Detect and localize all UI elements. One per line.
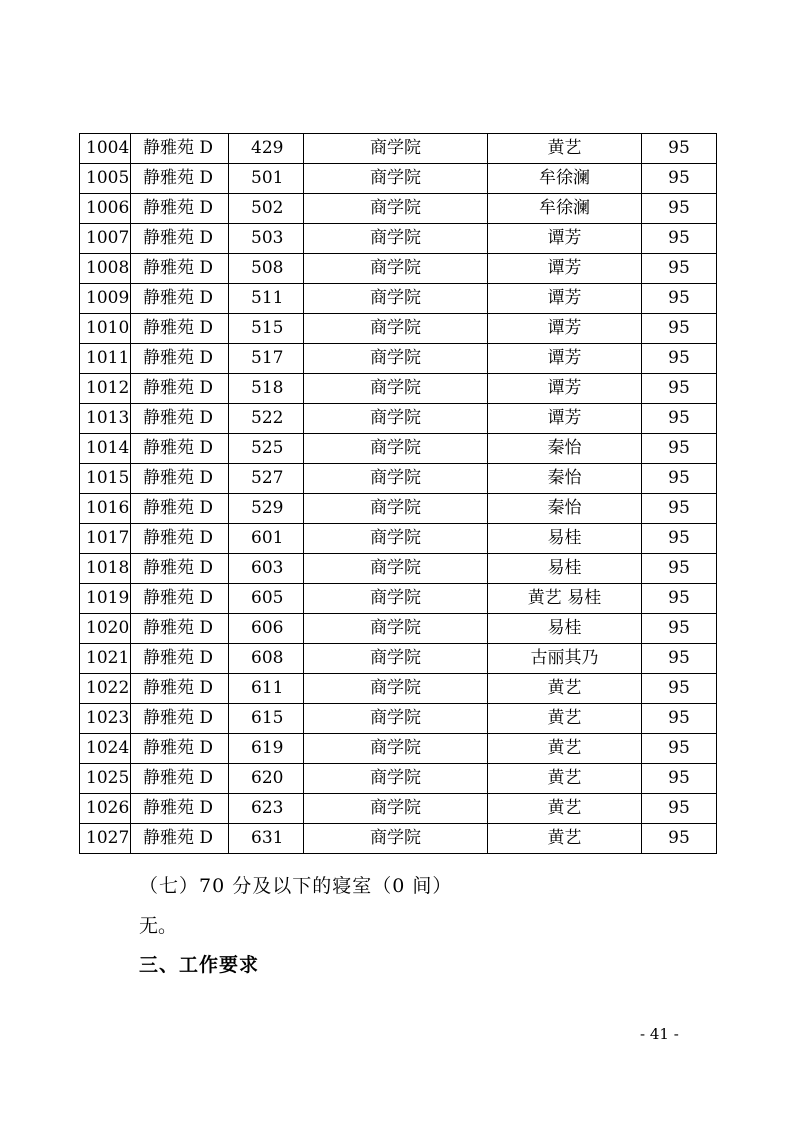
cell-inspector: 谭芳 (488, 224, 642, 254)
table-row (80, 644, 717, 674)
cell-score: 95 (642, 734, 717, 764)
cell-building: 静雅苑 D (131, 134, 229, 164)
cell-room: 605 (229, 584, 304, 614)
cell-building: 静雅苑 D (131, 464, 229, 494)
cell-number: 1005 (80, 164, 131, 194)
cell-college: 商学院 (304, 824, 488, 854)
cell-room: 518 (229, 374, 304, 404)
page-number: - 41 - (640, 1025, 679, 1043)
cell-building: 静雅苑 D (131, 524, 229, 554)
cell-building: 静雅苑 D (131, 224, 229, 254)
cell-score: 95 (642, 194, 717, 224)
cell-inspector: 谭芳 (488, 344, 642, 374)
cell-inspector: 黄艺 (488, 734, 642, 764)
table-row (80, 254, 717, 284)
cell-college: 商学院 (304, 644, 488, 674)
cell-college: 商学院 (304, 464, 488, 494)
table-row (80, 284, 717, 314)
cell-inspector: 古丽其乃 (488, 644, 642, 674)
cell-inspector: 黄艺 (488, 134, 642, 164)
table-row (80, 344, 717, 374)
cell-room: 522 (229, 404, 304, 434)
table-row (80, 374, 717, 404)
cell-building: 静雅苑 D (131, 794, 229, 824)
cell-score: 95 (642, 434, 717, 464)
table-row (80, 164, 717, 194)
cell-building: 静雅苑 D (131, 824, 229, 854)
cell-college: 商学院 (304, 584, 488, 614)
section-three-heading: 三、工作要求 (139, 954, 260, 976)
cell-inspector: 黄艺 (488, 704, 642, 734)
table-row (80, 614, 717, 644)
cell-building: 静雅苑 D (131, 164, 229, 194)
table-row (80, 764, 717, 794)
cell-building: 静雅苑 D (131, 194, 229, 224)
cell-score: 95 (642, 674, 717, 704)
table-row (80, 434, 717, 464)
cell-number: 1016 (80, 494, 131, 524)
dormitory-score-table (79, 133, 717, 854)
cell-room: 515 (229, 314, 304, 344)
cell-score: 95 (642, 164, 717, 194)
cell-inspector: 易桂 (488, 614, 642, 644)
cell-inspector: 谭芳 (488, 374, 642, 404)
cell-building: 静雅苑 D (131, 614, 229, 644)
cell-building: 静雅苑 D (131, 644, 229, 674)
table-row (80, 134, 717, 164)
cell-college: 商学院 (304, 344, 488, 374)
cell-number: 1019 (80, 584, 131, 614)
cell-number: 1025 (80, 764, 131, 794)
table-row (80, 584, 717, 614)
cell-room: 527 (229, 464, 304, 494)
cell-room: 601 (229, 524, 304, 554)
cell-room: 611 (229, 674, 304, 704)
cell-inspector: 牟徐澜 (488, 164, 642, 194)
cell-room: 603 (229, 554, 304, 584)
cell-room: 615 (229, 704, 304, 734)
cell-score: 95 (642, 524, 717, 554)
cell-college: 商学院 (304, 374, 488, 404)
cell-inspector: 谭芳 (488, 404, 642, 434)
cell-inspector: 秦怡 (488, 464, 642, 494)
cell-inspector: 谭芳 (488, 314, 642, 344)
cell-score: 95 (642, 824, 717, 854)
table-row (80, 704, 717, 734)
cell-building: 静雅苑 D (131, 284, 229, 314)
cell-score: 95 (642, 224, 717, 254)
cell-room: 517 (229, 344, 304, 374)
cell-score: 95 (642, 404, 717, 434)
cell-college: 商学院 (304, 554, 488, 584)
table-row (80, 674, 717, 704)
cell-score: 95 (642, 794, 717, 824)
cell-college: 商学院 (304, 494, 488, 524)
cell-number: 1023 (80, 704, 131, 734)
cell-number: 1015 (80, 464, 131, 494)
cell-number: 1014 (80, 434, 131, 464)
cell-building: 静雅苑 D (131, 344, 229, 374)
cell-score: 95 (642, 254, 717, 284)
cell-building: 静雅苑 D (131, 764, 229, 794)
cell-building: 静雅苑 D (131, 404, 229, 434)
cell-college: 商学院 (304, 524, 488, 554)
cell-college: 商学院 (304, 614, 488, 644)
cell-number: 1018 (80, 554, 131, 584)
cell-score: 95 (642, 374, 717, 404)
cell-college: 商学院 (304, 194, 488, 224)
cell-number: 1021 (80, 644, 131, 674)
cell-room: 631 (229, 824, 304, 854)
table-row (80, 224, 717, 254)
table-row (80, 524, 717, 554)
cell-number: 1020 (80, 614, 131, 644)
cell-score: 95 (642, 464, 717, 494)
cell-college: 商学院 (304, 224, 488, 254)
cell-inspector: 黄艺 易桂 (488, 584, 642, 614)
cell-inspector: 黄艺 (488, 674, 642, 704)
table-row (80, 734, 717, 764)
cell-number: 1027 (80, 824, 131, 854)
cell-inspector: 易桂 (488, 524, 642, 554)
table-row (80, 194, 717, 224)
cell-score: 95 (642, 704, 717, 734)
table-row (80, 824, 717, 854)
cell-room: 608 (229, 644, 304, 674)
cell-building: 静雅苑 D (131, 734, 229, 764)
cell-score: 95 (642, 644, 717, 674)
cell-building: 静雅苑 D (131, 254, 229, 284)
cell-inspector: 秦怡 (488, 494, 642, 524)
cell-score: 95 (642, 764, 717, 794)
cell-room: 429 (229, 134, 304, 164)
table-row (80, 404, 717, 434)
cell-college: 商学院 (304, 164, 488, 194)
cell-number: 1026 (80, 794, 131, 824)
cell-college: 商学院 (304, 674, 488, 704)
cell-score: 95 (642, 494, 717, 524)
cell-building: 静雅苑 D (131, 314, 229, 344)
cell-number: 1007 (80, 224, 131, 254)
cell-score: 95 (642, 554, 717, 584)
cell-room: 511 (229, 284, 304, 314)
cell-inspector: 黄艺 (488, 794, 642, 824)
cell-inspector: 牟徐澜 (488, 194, 642, 224)
cell-room: 623 (229, 794, 304, 824)
cell-score: 95 (642, 584, 717, 614)
cell-college: 商学院 (304, 134, 488, 164)
cell-score: 95 (642, 614, 717, 644)
cell-college: 商学院 (304, 704, 488, 734)
cell-number: 1009 (80, 284, 131, 314)
cell-score: 95 (642, 314, 717, 344)
cell-number: 1024 (80, 734, 131, 764)
table-row (80, 794, 717, 824)
cell-number: 1008 (80, 254, 131, 284)
cell-building: 静雅苑 D (131, 434, 229, 464)
table-body (80, 134, 717, 854)
cell-inspector: 黄艺 (488, 764, 642, 794)
cell-room: 620 (229, 764, 304, 794)
cell-number: 1010 (80, 314, 131, 344)
cell-college: 商学院 (304, 794, 488, 824)
table-row (80, 464, 717, 494)
cell-score: 95 (642, 134, 717, 164)
cell-college: 商学院 (304, 284, 488, 314)
cell-score: 95 (642, 284, 717, 314)
table-row (80, 494, 717, 524)
cell-number: 1006 (80, 194, 131, 224)
cell-room: 529 (229, 494, 304, 524)
cell-inspector: 秦怡 (488, 434, 642, 464)
table-row (80, 554, 717, 584)
cell-building: 静雅苑 D (131, 704, 229, 734)
cell-room: 606 (229, 614, 304, 644)
cell-building: 静雅苑 D (131, 554, 229, 584)
cell-number: 1022 (80, 674, 131, 704)
cell-building: 静雅苑 D (131, 374, 229, 404)
cell-room: 619 (229, 734, 304, 764)
cell-college: 商学院 (304, 764, 488, 794)
cell-number: 1012 (80, 374, 131, 404)
cell-college: 商学院 (304, 734, 488, 764)
cell-room: 508 (229, 254, 304, 284)
cell-building: 静雅苑 D (131, 584, 229, 614)
cell-inspector: 谭芳 (488, 284, 642, 314)
cell-college: 商学院 (304, 434, 488, 464)
cell-building: 静雅苑 D (131, 494, 229, 524)
cell-number: 1017 (80, 524, 131, 554)
cell-number: 1004 (80, 134, 131, 164)
cell-number: 1011 (80, 344, 131, 374)
cell-college: 商学院 (304, 314, 488, 344)
cell-inspector: 谭芳 (488, 254, 642, 284)
cell-score: 95 (642, 344, 717, 374)
cell-room: 525 (229, 434, 304, 464)
cell-college: 商学院 (304, 254, 488, 284)
cell-building: 静雅苑 D (131, 674, 229, 704)
cell-inspector: 易桂 (488, 554, 642, 584)
cell-room: 501 (229, 164, 304, 194)
table-row (80, 314, 717, 344)
cell-number: 1013 (80, 404, 131, 434)
cell-college: 商学院 (304, 404, 488, 434)
cell-room: 502 (229, 194, 304, 224)
cell-inspector: 黄艺 (488, 824, 642, 854)
cell-room: 503 (229, 224, 304, 254)
section-seven-heading: （七）70 分及以下的寝室（0 间） (139, 875, 453, 897)
section-seven-body: 无。 (139, 915, 178, 937)
